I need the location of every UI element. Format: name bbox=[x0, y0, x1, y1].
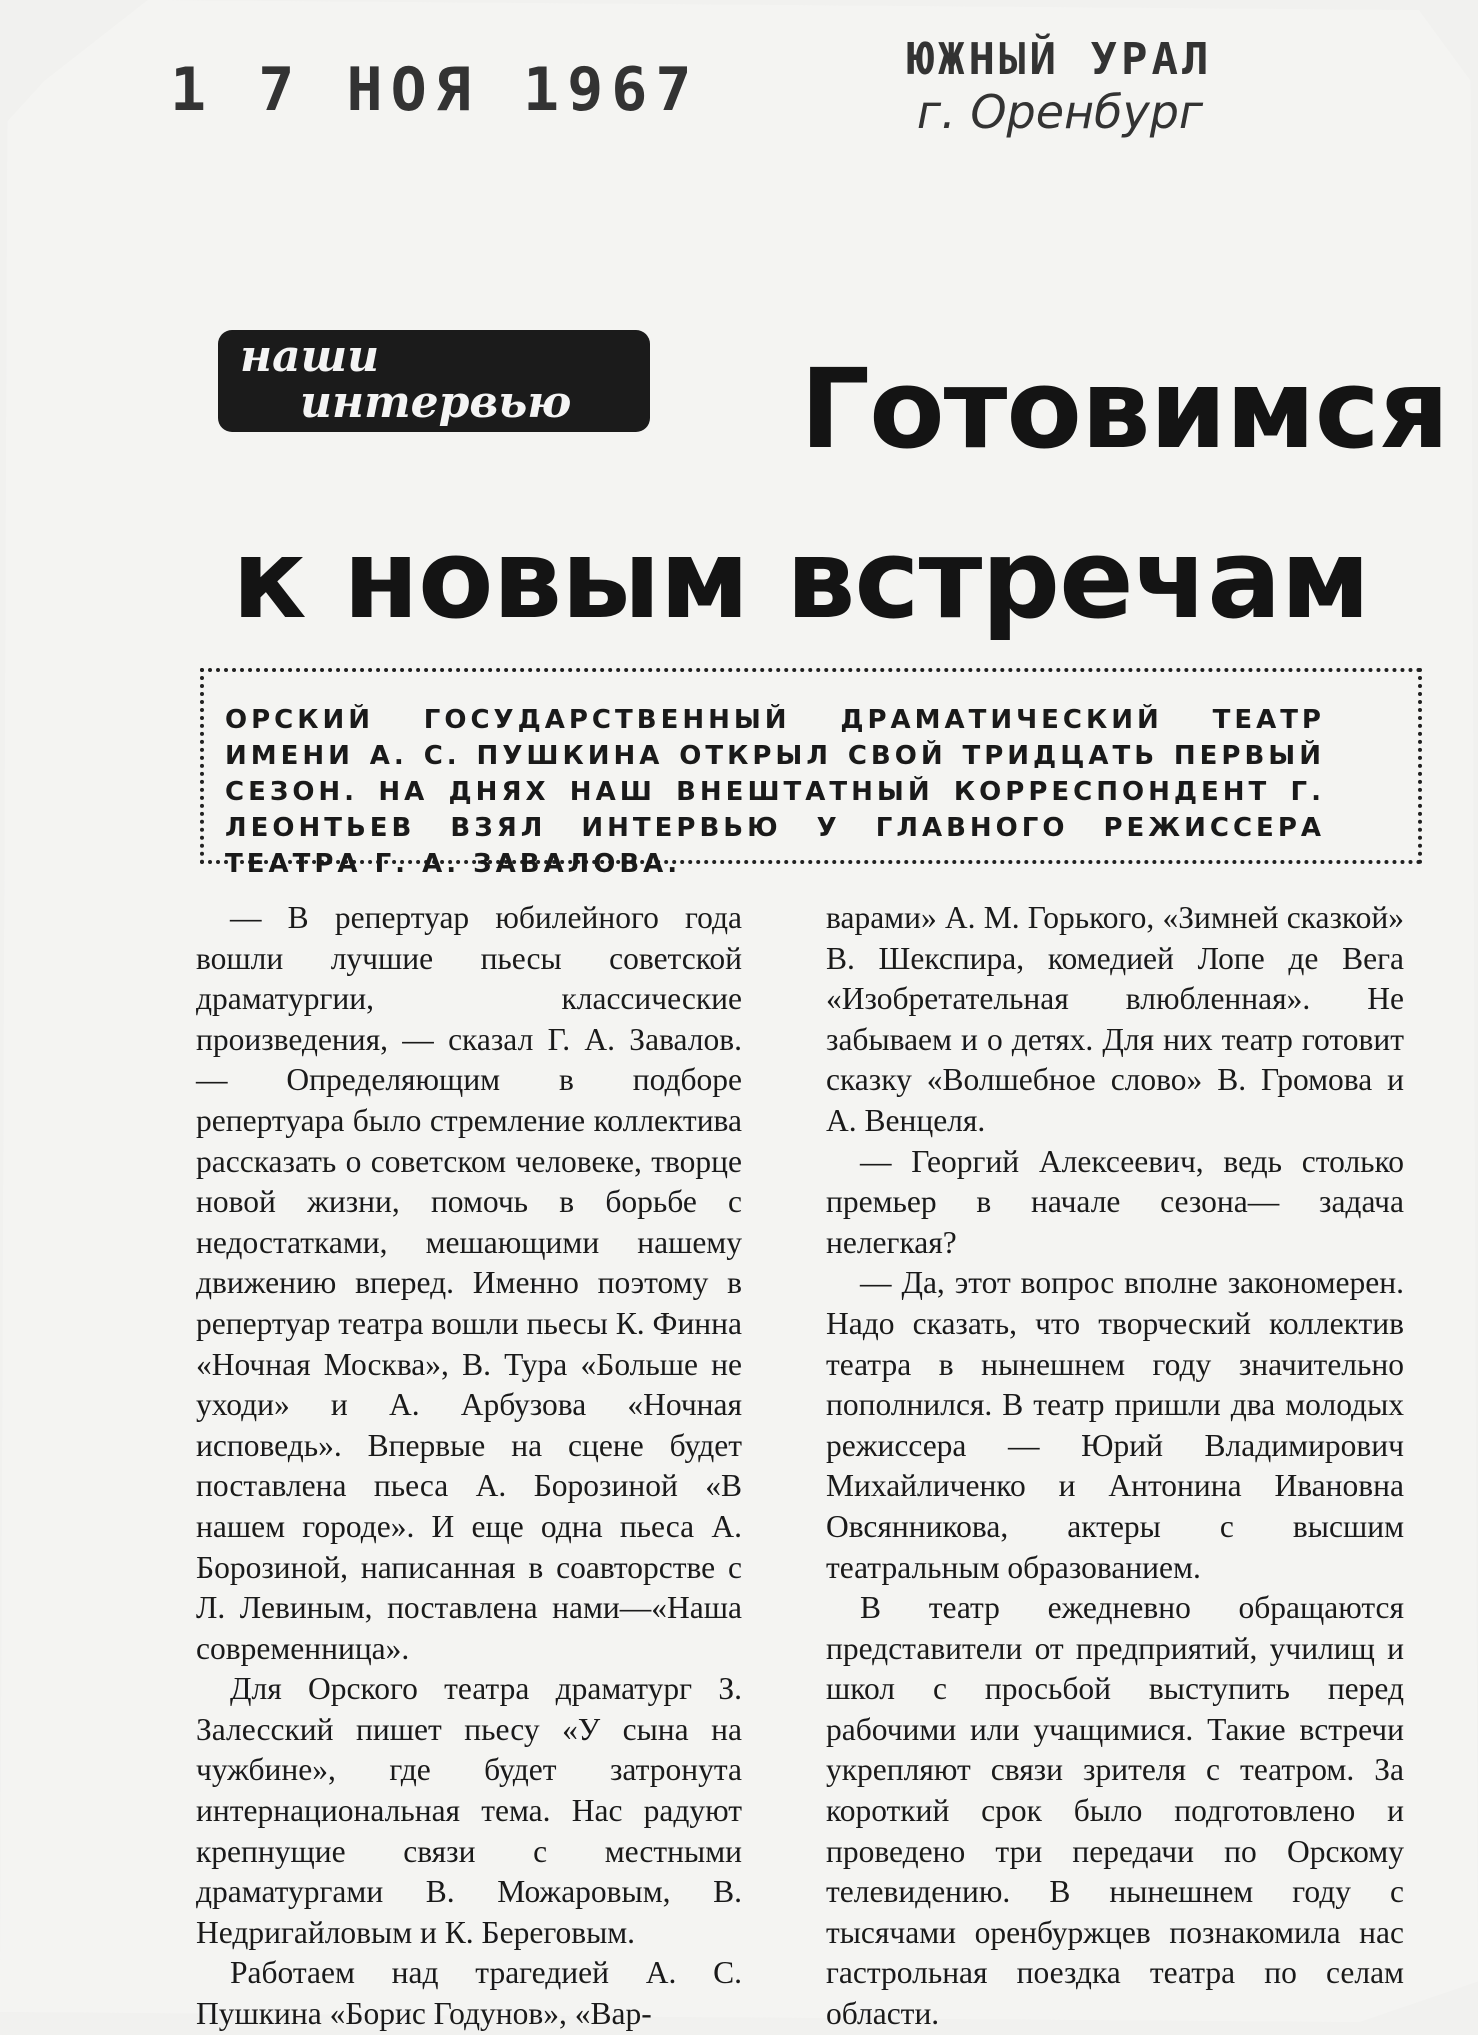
paragraph: Для Орского театра драматург З. Залесский пишет пьесу «У сына на чужбине», где будет затронута интернациональная тема. Нас радуют крепнущие связи с местными драматургами В. Можаровым, В. Недригайловым и К. Береговым. bbox=[196, 1671, 742, 1950]
headline-line-2: к новым встречам bbox=[232, 515, 1370, 643]
rubric-badge bbox=[218, 330, 650, 432]
paragraph: — Да, этот вопрос вполне закономерен. Надо сказать, что творческий коллектив театра в нынешнем году значительно пополнился. В театр пришли два молодых режиссера — Юрий Владимирович Михайличенко и Антонина Ивановна Овсянникова, актеры с высшим театральным образованием. bbox=[826, 1265, 1404, 1585]
lead-paragraph: ОРСКИЙ ГОСУДАРСТВЕННЫЙ ДРАМАТИЧЕСКИЙ ТЕАТР ИМЕНИ А. С. ПУШКИНА ОТКРЫЛ СВОЙ ТРИДЦАТЬ ПЕРВЫЙ СЕЗОН. НА ДНЯХ НАШ ВНЕШТАТНЫЙ КОРРЕСПОНДЕНТ Г. ЛЕОНТЬЕВ ВЗЯЛ ИНТЕРВЬЮ У ГЛАВНОГО РЕЖИССЕРА ТЕАТРА Г. А. ЗАВАЛОВА. bbox=[225, 705, 1325, 879]
newspaper-stamp bbox=[880, 35, 1240, 138]
paragraph: В театр ежедневно обращаются представители от предприятий, училищ и школ с просьбой выступить перед рабочими или учащимися. Такие встречи укрепляют связи зрителя с театром. За короткий срок было подготовлено и проведено три передачи по Орскому телевидению. В нынешнем году с тысячами оренбуржцев познакомила нас гастрольная поездка театра по селам области. bbox=[826, 1590, 1404, 2032]
paragraph: — Георгий Алексеевич, ведь столько премьер в начале сезона— задача нелегкая? bbox=[826, 1143, 1404, 1260]
article-column-right bbox=[826, 898, 1404, 2035]
newspaper-name: ЮЖНЫЙ УРАЛ bbox=[907, 34, 1213, 85]
article-column-left bbox=[196, 898, 742, 2035]
headline-line-1: Готовимся bbox=[800, 345, 1449, 473]
rubric-line-1: наши bbox=[240, 331, 380, 382]
date-stamp: 1 7 НОЯ 1967 bbox=[170, 55, 700, 125]
paragraph: варами» А. М. Горького, «Зимней сказкой» В. Шекспира, комедией Лопе де Вега «Изобретательная влюбленная». Не забываем и о детях. Для них театр готовит сказку «Волшебное слово» В. Громова и А. Венцеля. bbox=[826, 900, 1404, 1138]
newspaper-city: г. Оренбург bbox=[916, 84, 1204, 139]
paragraph: Работаем над трагедией А. С. Пушкина «Борис Годунов», «Вар- bbox=[196, 1955, 742, 2032]
paragraph: — В репертуар юбилейного года вошли лучшие пьесы советской драматургии, классические произведения, — сказал Г. А. Завалов. — Определяющим в подборе репертуара было стремление коллектива рассказать о советском человеке, творце новой жизни, помочь в борьбе с недостатками, мешающими нашему движению вперед. Именно поэтому в репертуар театра вошли пьесы К. Финна «Ночная Москва», В. Тура «Больше не уходи» и А. Арбузова «Ночная исповедь». Впервые на сцене будет поставлена пьеса А. Борозиной «В нашем городе». И еще одна пьеса А. Борозиной, написанная в соавторстве с Л. Левиным, поставлена нами—«Наша современница». bbox=[196, 900, 742, 1666]
rubric-line-2: интервью bbox=[300, 377, 572, 428]
